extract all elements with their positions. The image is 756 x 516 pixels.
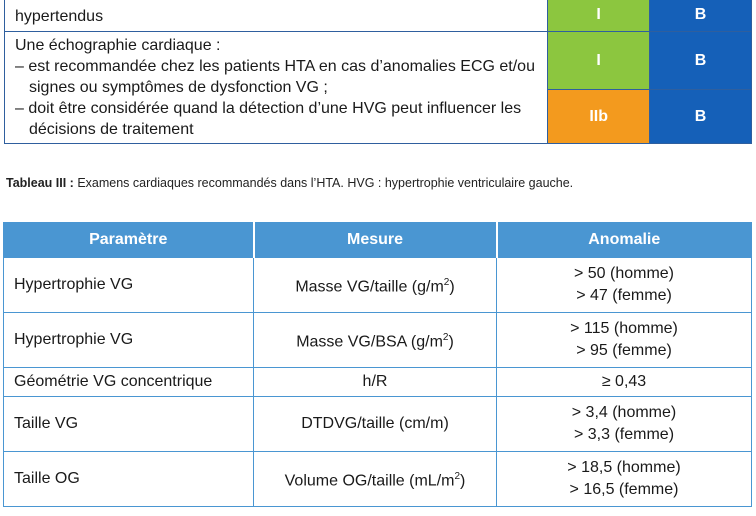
level-cell — [650, 32, 752, 90]
class-value: I — [596, 51, 601, 69]
caption-text: Examens cardiaques recommandés dans l’HTA. HVG : hypertrophie ventriculaire gauche. — [73, 176, 574, 190]
rec-bullet: – est recommandée chez les patients HTA en cas d’anomalies ECG et/ou signes ou symptômes de dysfonction VG ; — [15, 58, 535, 96]
rec-text-cell — [5, 32, 548, 144]
anomalie-line: > 16,5 (femme) — [569, 481, 679, 498]
mesure-end: ) — [460, 472, 466, 490]
mesure-end: ) — [448, 333, 454, 351]
param-cell: Taille OG — [4, 452, 254, 507]
anomalie-line: > 95 (femme) — [576, 342, 672, 359]
anomalie-line: > 3,4 (homme) — [571, 404, 677, 421]
mesure-end: ) — [449, 278, 455, 296]
mesure-cell — [254, 313, 497, 368]
anomalie-cell — [497, 397, 752, 452]
anomalie-cell — [497, 258, 752, 313]
mesure-cell — [254, 258, 497, 313]
anomalie-cell — [497, 452, 752, 507]
class-cell — [548, 0, 650, 32]
level-value: B — [694, 107, 707, 125]
mesure-text: Volume OG/taille (mL/m — [284, 472, 455, 490]
table-row — [4, 258, 752, 313]
mesure-sup: 2 — [442, 331, 449, 343]
level-value: B — [694, 51, 707, 69]
mesure-text: Masse VG/BSA (g/m — [296, 333, 443, 351]
anomalie-line: > 3,3 (femme) — [573, 426, 675, 443]
level-value: B — [694, 6, 707, 23]
param-cell: Hypertrophie VG — [4, 313, 254, 368]
class-value: IIb — [589, 107, 608, 125]
class-cell — [548, 32, 650, 90]
param-cell: Géométrie VG concentrique — [4, 368, 254, 397]
anomalie-cell — [497, 368, 752, 397]
mesure-cell — [254, 397, 497, 452]
header-anomalie: Anomalie — [497, 223, 752, 258]
header-mesure: Mesure — [254, 223, 497, 258]
table-caption — [6, 176, 573, 190]
table-row — [4, 397, 752, 452]
rec-bullet: – doit être considérée quand la détection d’une HVG peut influencer les décisions de traitement — [15, 100, 522, 138]
header-parametre: Paramètre — [4, 223, 254, 258]
mesure-cell — [254, 452, 497, 507]
anomalie-cell — [497, 313, 752, 368]
mesure-text: DTDVG/taille (cm/m) — [301, 415, 449, 432]
level-cell — [650, 0, 752, 32]
class-cell — [548, 90, 650, 144]
rec-row — [5, 0, 752, 32]
mesure-sup: 2 — [443, 276, 450, 288]
class-value: I — [596, 6, 601, 23]
param-cell: Taille VG — [4, 397, 254, 452]
header-row — [4, 223, 752, 258]
table-row — [4, 368, 752, 397]
recommendation-table — [4, 0, 752, 144]
mesure-text: Masse VG/taille (g/m — [295, 278, 444, 296]
anomalie-line: ≥ 0,43 — [601, 373, 647, 390]
mesure-cell — [254, 368, 497, 397]
anomalie-line: > 115 (homme) — [570, 320, 678, 337]
anomalie-line: > 18,5 (homme) — [567, 459, 681, 476]
param-cell: Hypertrophie VG — [4, 258, 254, 313]
table-row — [4, 452, 752, 507]
rec-row — [5, 32, 752, 90]
mesure-text: h/R — [362, 373, 388, 390]
mesure-sup: 2 — [454, 470, 461, 482]
parameters-table — [3, 222, 752, 507]
anomalie-line: > 50 (homme) — [573, 265, 675, 282]
anomalie-line: > 47 (femme) — [576, 287, 672, 304]
rec-intro: Une échographie cardiaque : — [15, 37, 221, 54]
caption-label: Tableau III : — [6, 176, 74, 190]
rec-text: hypertendus — [15, 8, 104, 25]
level-cell — [650, 90, 752, 144]
table-row — [4, 313, 752, 368]
rec-text-cell — [5, 0, 548, 32]
